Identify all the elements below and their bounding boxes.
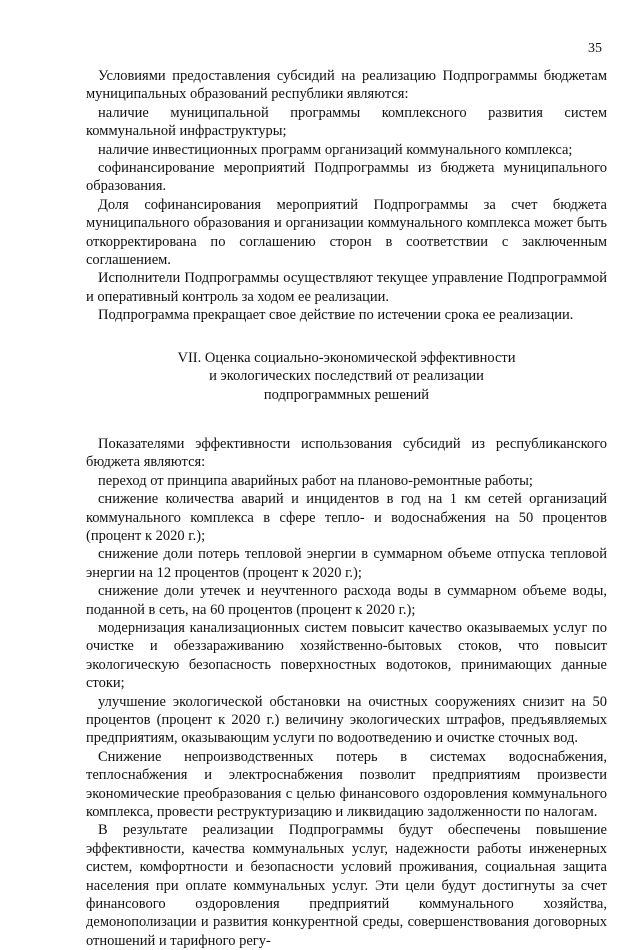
paragraph: Доля софинансирования мероприятий Подпрограммы за счет бюджета муниципального образования и организации коммунального комплекса может быть откорректирована по соглашению сторон в соответствии с заключенным соглашением. (86, 196, 607, 269)
section-heading-line: подпрограммных решений (263, 386, 430, 403)
paragraph: наличие муниципальной программы комплексного развития систем коммунальной инфраструктуры; (86, 104, 607, 140)
paragraph: наличие инвестиционных программ организаций коммунального комплекса; (98, 141, 573, 158)
paragraph: В результате реализации Подпрограммы будут обеспечены повышение эффективности, качества коммунальных услуг, надежности работы инженерных систем, комфортности и безопасности условий проживания, социальная защита населения при оплате коммунальных услуг. Эти цели будут достигнуты за счет финансового оздоровления предприятий коммунального хозяйства, демонополизации и развития конкурентной среды, совершенствования договорных отношений и тарифного регу- (86, 822, 607, 949)
section-heading (86, 349, 607, 404)
section-heading-line: VII. Оценка социально-экономической эффективности (177, 349, 516, 366)
page-number: 35 (588, 41, 602, 56)
section-heading-line: и экологических последствий от реализации (209, 368, 484, 385)
paragraph: Исполнители Подпрограммы осуществляют текущее управление Подпрограммой и оперативный контроль за ходом ее реализации. (86, 270, 607, 305)
paragraph: снижение доли потерь тепловой энергии в суммарном объеме отпуска тепловой энергии на 12 процентов (процент к 2020 г.); (86, 546, 607, 581)
paragraph: снижение количества аварий и инцидентов в год на 1 км сетей организаций коммунального комплекса в сфере тепло- и водоснабжения на 50 процентов (процент к 2020 г.); (86, 491, 607, 544)
paragraph: Условиями предоставления субсидий на реализацию Подпрограммы бюджетам муниципальных образований республики являются: (86, 68, 607, 103)
paragraph: Показателями эффективности использования субсидий из республиканского бюджета являются: (86, 435, 607, 471)
paragraph: Подпрограмма прекращает свое действие по истечении срока ее реализации. (98, 307, 574, 324)
paragraph: улучшение экологической обстановки на очистных сооружениях снизит на 50 процентов (процент к 2020 г.) величину экологических штрафов, предъявляемых предприятиям, оказывающим услуги по водоотведению и очистке сточных вод. (86, 693, 607, 747)
paragraph: Снижение непроизводственных потерь в системах водоснабжения, теплоснабжения и электроснабжения позволит предприятиям произвести экономические преобразования с целью финансового оздоровления коммунального комплекса, провести реструктуризацию и ликвидацию задолженности по налогам. (86, 748, 607, 821)
paragraph: переход от принципа аварийных работ на планово-ремонтные работы; (98, 472, 533, 489)
paragraph: модернизация канализационных систем повысит качество оказываемых услуг по очистке и обеззараживанию хозяйственно-бытовых стоков, что повысит экологическую безопасность поверхностных водотоков, принимающих данные стоки; (86, 619, 607, 692)
page-body (86, 67, 607, 950)
paragraph: снижение доли утечек и неучтенного расхода воды в суммарном объеме воды, поданной в сеть, на 60 процентов (процент к 2020 г.); (86, 583, 607, 618)
paragraph: софинансирование мероприятий Подпрограммы из бюджета муниципального образования. (86, 160, 607, 195)
